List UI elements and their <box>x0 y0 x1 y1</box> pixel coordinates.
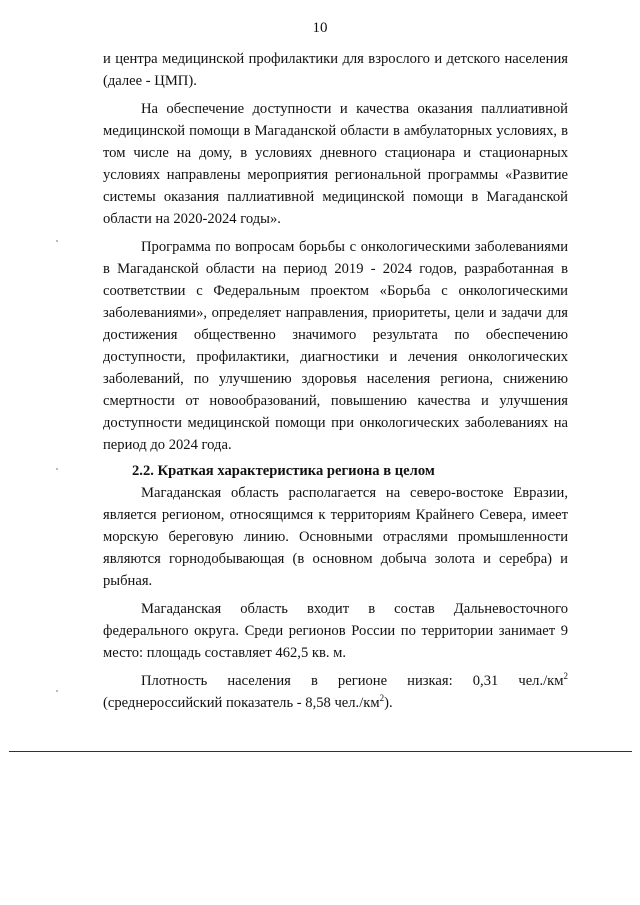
footer-separator-line <box>9 751 632 752</box>
document-body <box>103 48 568 714</box>
paragraph-cmp: и центра медицинской профилактики для взрослого и детского населения (далее - ЦМП). <box>103 51 568 89</box>
paragraph-federal-district: Магаданская область входит в состав Дальневосточного федерального округа. Среди регионов России по территории занимает 9 место: площадь составляет 462,5 кв. м. <box>103 601 568 661</box>
density-average-text: (среднероссийский показатель - 8,58 чел./км <box>103 695 380 711</box>
margin-mark <box>56 240 58 242</box>
paragraph-region-location: Магаданская область располагается на северо-востоке Евразии, является регионом, относящимся к территориям Крайнего Севера, имеет морскую береговую линию. Основными отраслями промышленности являются горнодобывающая (в основном добыча золота и серебра) и рыбная. <box>103 485 568 589</box>
paragraph-population-density <box>103 670 568 714</box>
paragraph-oncology-program: Программа по вопросам борьбы с онкологическими заболеваниями в Магаданской области на период 2019 - 2024 годов, разработанная в соответствии с Федеральным проектом «Борьба с онкологическими заболеваниями», определяет направления, приоритеты, цели и задачи для достижения общественно значимого результата по обеспечению доступности, профилактики, диагностики и лечения онкологических заболеваний, по улучшению здоровья населения региона, снижению смертности от новообразований, повышению качества и улучшения доступности медицинской помощи при онкологических заболеваниях на период до 2024 года. <box>103 239 568 453</box>
density-text: Плотность населения в регионе низкая: 0,31 чел./км <box>141 673 564 689</box>
paragraph-palliative: На обеспечение доступности и качества оказания паллиативной медицинской помощи в Магаданской области в амбулаторных условиях, в том числе на дому, в условиях дневного стационара и стационарных условиях направлены мероприятия региональной программы «Развитие системы оказания паллиативной медицинской помощи в Магаданской области на 2020-2024 годы». <box>103 101 568 227</box>
section-heading: 2.2. Краткая характеристика региона в целом <box>132 463 435 479</box>
page-number: 10 <box>312 20 328 36</box>
margin-mark <box>56 690 58 692</box>
margin-mark <box>56 468 58 470</box>
density-average-superscript: 2 <box>379 693 385 704</box>
density-closing: ). <box>384 695 393 711</box>
density-superscript: 2 <box>563 671 568 682</box>
